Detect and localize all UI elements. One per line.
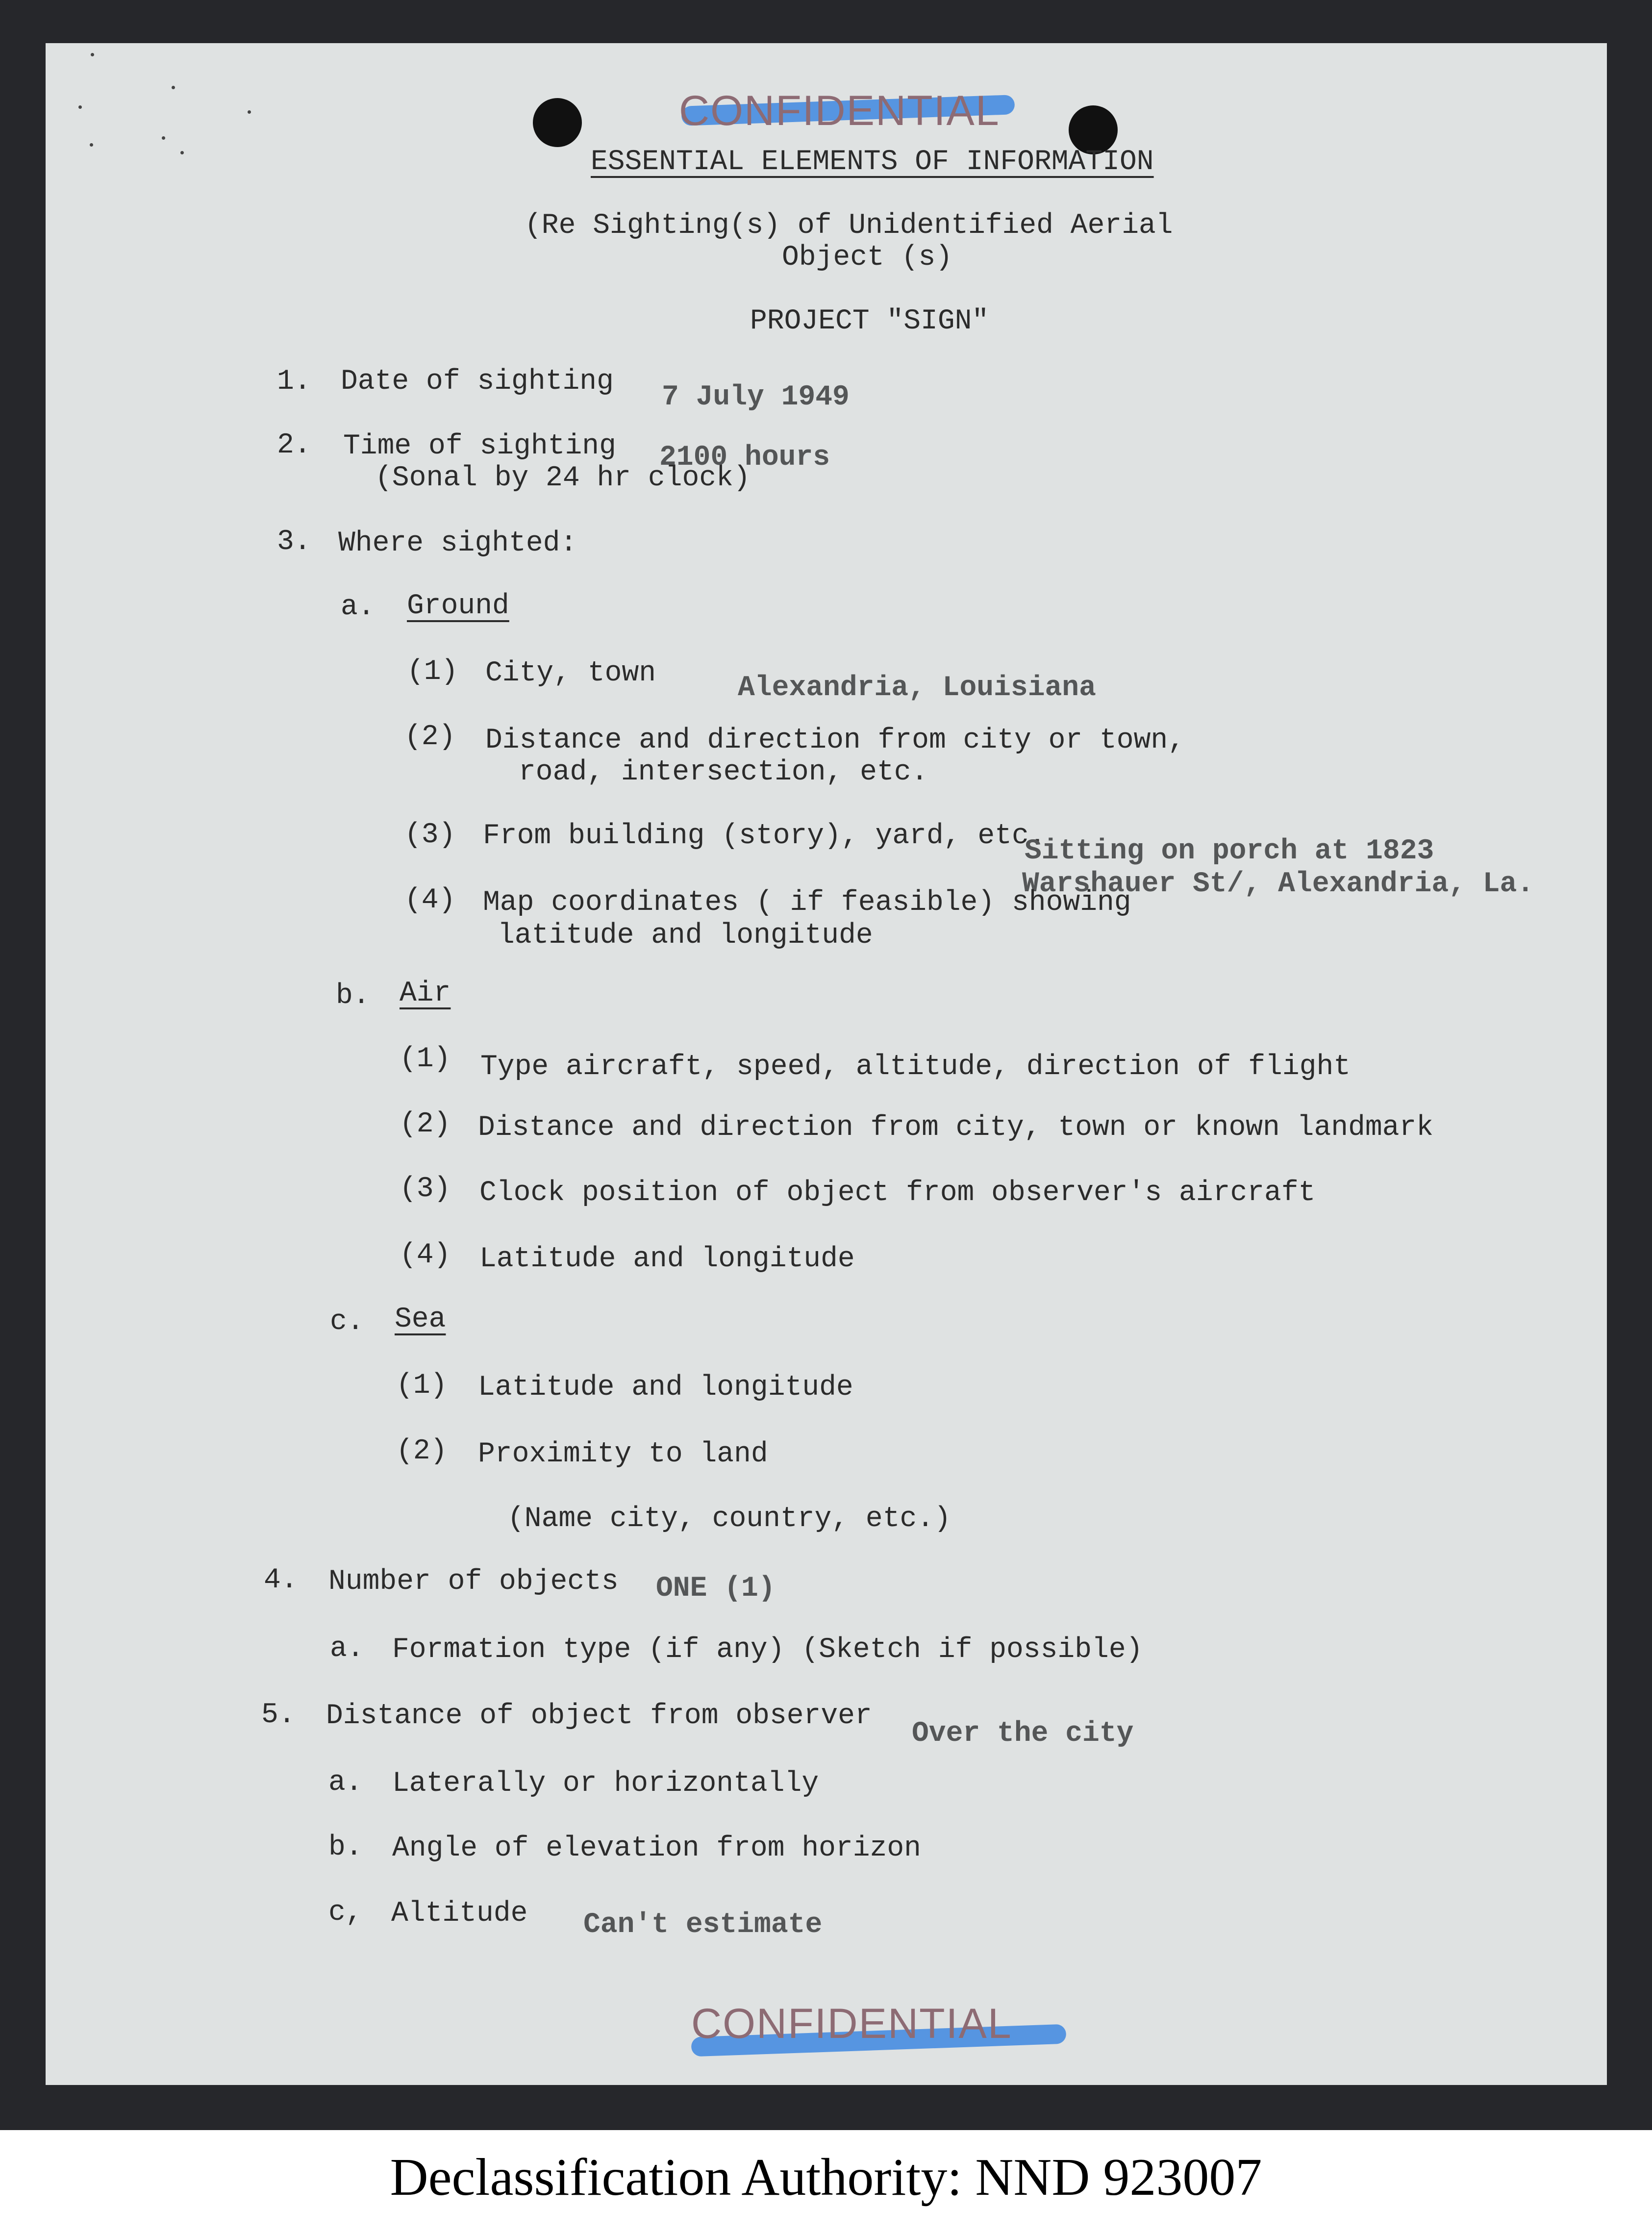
- q5c-letter: c,: [328, 1897, 363, 1929]
- q3c-item-2-number: (2): [396, 1435, 448, 1467]
- q4-answer: ONE (1): [656, 1573, 776, 1605]
- speck-icon: [248, 110, 251, 114]
- subtitle-line-2: Object (s): [782, 242, 953, 274]
- q5a-text: Laterally or horizontally: [392, 1768, 819, 1800]
- q3b-item-1-number: (1): [400, 1043, 451, 1075]
- q3a-item-2-number: (2): [404, 721, 456, 753]
- q3b-item-3-number: (3): [400, 1173, 451, 1205]
- q2-label: Time of sighting: [343, 430, 616, 462]
- q3c-letter: c.: [330, 1306, 364, 1338]
- q3-label: Where sighted:: [338, 527, 577, 559]
- q3a-answer-building-line1: Sitting on porch at 1823: [1025, 835, 1434, 867]
- q3-number: 3.: [277, 526, 311, 558]
- q5c-text: Altitude: [391, 1898, 528, 1930]
- q5-answer: Over the city: [912, 1718, 1134, 1750]
- speck-icon: [162, 136, 165, 140]
- q3b-label: Air: [400, 978, 451, 1009]
- q3b-item-4-text: Latitude and longitude: [479, 1243, 855, 1275]
- q3a-answer-city: Alexandria, Louisiana: [738, 672, 1096, 704]
- q5-label: Distance of object from observer: [326, 1700, 872, 1732]
- q3b-item-4-number: (4): [400, 1239, 451, 1271]
- q3c-item-2-text: Proximity to land: [478, 1438, 768, 1470]
- q5a-letter: a.: [328, 1767, 363, 1799]
- q3a-item-2-text: Distance and direction from city or town,: [485, 725, 1185, 756]
- subtitle-line-1: (Re Sighting(s) of Unidentified Aerial: [525, 210, 1173, 242]
- q5c-answer: Can't estimate: [583, 1909, 823, 1941]
- document-header: ESSENTIAL ELEMENTS OF INFORMATION: [591, 146, 1154, 178]
- confidential-stamp-bottom: CONFIDENTIAL: [691, 2000, 1012, 2047]
- speck-icon: [91, 53, 94, 56]
- q3b-item-2-text: Distance and direction from city, town or known landmark: [478, 1112, 1434, 1144]
- q5-number: 5.: [261, 1699, 296, 1731]
- q3c-item-1-text: Latitude and longitude: [478, 1372, 853, 1404]
- project-name: PROJECT "SIGN": [750, 305, 989, 337]
- speck-icon: [180, 151, 184, 154]
- speck-icon: [172, 86, 175, 89]
- confidential-stamp-top: CONFIDENTIAL: [679, 87, 1000, 134]
- q1-number: 1.: [277, 366, 311, 398]
- q3c-label: Sea: [395, 1304, 446, 1335]
- q1-label: Date of sighting: [341, 366, 614, 398]
- q3a-item-4-text: Map coordinates ( if feasible) showing: [483, 887, 1131, 919]
- q5b-text: Angle of elevation from horizon: [392, 1833, 921, 1864]
- speck-icon: [90, 143, 93, 147]
- q3c-item-1-number: (1): [396, 1370, 448, 1402]
- q3a-item-4-text-line2: latitude and longitude: [498, 920, 873, 952]
- q3c-note: (Name city, country, etc.): [507, 1503, 951, 1535]
- q3a-item-1-number: (1): [407, 656, 458, 688]
- q1-answer: 7 July 1949: [662, 381, 850, 413]
- q3a-item-4-number: (4): [404, 884, 456, 916]
- q4-label: Number of objects: [328, 1566, 619, 1598]
- declassification-footer: Declassification Authority: NND 923007: [390, 2148, 1262, 2207]
- q3a-item-3-text: From building (story), yard, etc.: [483, 820, 1046, 852]
- q3b-item-1-text: Type aircraft, speed, altitude, direction of flight: [480, 1051, 1351, 1083]
- q4a-text: Formation type (if any) (Sketch if possible): [392, 1634, 1143, 1666]
- q2-number: 2.: [277, 429, 311, 461]
- q3b-item-2-number: (2): [400, 1108, 451, 1140]
- q3a-letter: a.: [341, 591, 375, 623]
- q3b-letter: b.: [336, 980, 370, 1012]
- q3a-answer-building-line2: Warshauer St/, Alexandria, La.: [1022, 868, 1534, 900]
- q3a-item-3-number: (3): [404, 819, 456, 851]
- speck-icon: [78, 105, 82, 109]
- q3a-item-2-text-line2: road, intersection, etc.: [519, 756, 928, 788]
- q3b-item-3-text: Clock position of object from observer's aircraft: [479, 1177, 1316, 1209]
- punch-hole-left-icon: [533, 98, 582, 147]
- q4a-letter: a.: [330, 1633, 364, 1665]
- q2-answer: 2100 hours: [659, 442, 830, 474]
- q4-number: 4.: [264, 1564, 298, 1596]
- q2-label-line2: (Sonal by 24 hr clock): [375, 462, 751, 494]
- q5b-letter: b.: [328, 1832, 363, 1863]
- q3a-item-1-text: City, town: [485, 657, 656, 689]
- q3a-label: Ground: [407, 590, 509, 622]
